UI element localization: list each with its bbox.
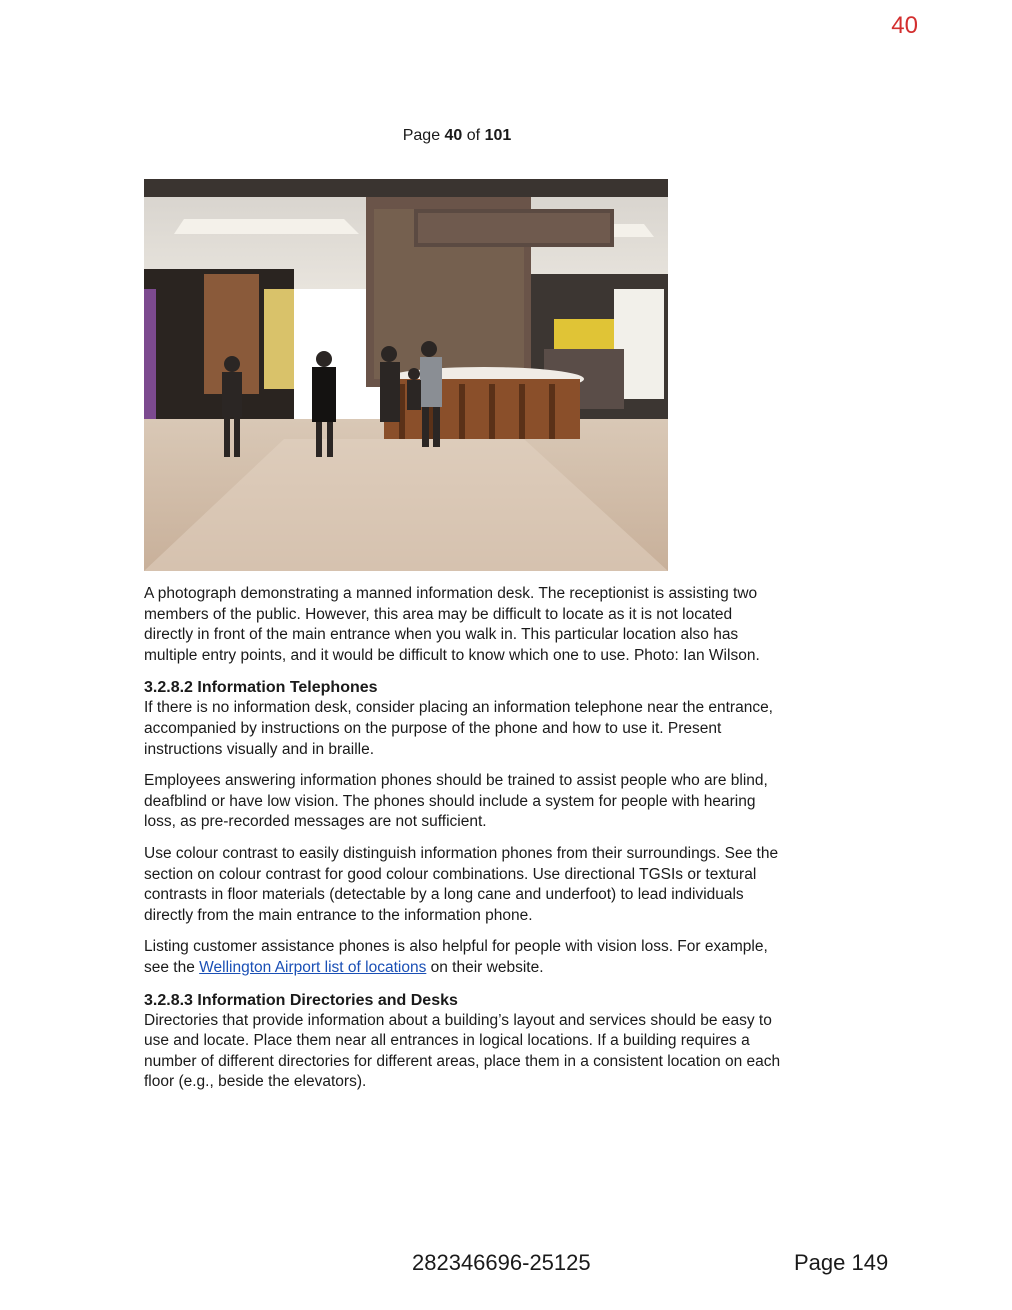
footer-document-id: 282346696-25125 <box>412 1250 591 1275</box>
paragraph: Employees answering information phones should be trained to assist people who are blind, deafblind or have low vision. The phones should include a system for people with hearing loss, as pre-recorded messages are not sufficient. <box>144 772 768 831</box>
paragraph: Use colour contrast to easily distinguish information phones from their surroundings. See the section on colour contrast for good colour combinations. Use directional TGSIs or textural contrasts in floor materials (detectable by a long cane and underfoot) to lead individuals directly from the main entrance to the information phone. <box>144 844 779 924</box>
paragraph-text: Listing customer assistance phones is also helpful for people with vision loss. For example, see the <box>144 938 768 976</box>
photo-caption: A photograph demonstrating a manned information desk. The receptionist is assisting two members of the public. However, this area may be difficult to locate as it is not located directly in front of the main entrance when you walk in. This particular location also has multiple entry points, and it would be difficult to know which one to use. Photo: Ian Wilson. <box>144 585 760 664</box>
section-heading-information-directories: 3.2.8.3 Information Directories and Desks <box>144 991 458 1009</box>
main-content <box>144 584 784 1104</box>
footer-page-number: Page 149 <box>794 1250 889 1275</box>
page-header-middle: of <box>462 127 485 144</box>
page-header <box>0 127 914 145</box>
paragraph-text: on their website. <box>426 958 544 976</box>
wellington-airport-link[interactable]: Wellington Airport list of locations <box>199 958 427 976</box>
page-header-total: 101 <box>484 127 512 144</box>
page-header-prefix: Page <box>402 127 445 144</box>
paragraph: If there is no information desk, consider placing an information telephone near the entrance, accompanied by instructions on the purpose of the phone and how to use it. Present instructions visually and in braille. <box>144 699 773 758</box>
paragraph-with-link <box>144 937 784 978</box>
section-heading-information-telephones: 3.2.8.2 Information Telephones <box>144 679 378 697</box>
page-header-current: 40 <box>444 127 463 144</box>
corner-page-number: 40 <box>891 12 918 39</box>
paragraph: Directories that provide information about a building’s layout and services should be easy to use and locate. Place them near all entrances in logical locations. If a building requires a number of different directories for different areas, place them in a consistent location on each floor (e.g., beside the elevators). <box>144 1011 781 1091</box>
information-desk-photo <box>144 179 668 571</box>
